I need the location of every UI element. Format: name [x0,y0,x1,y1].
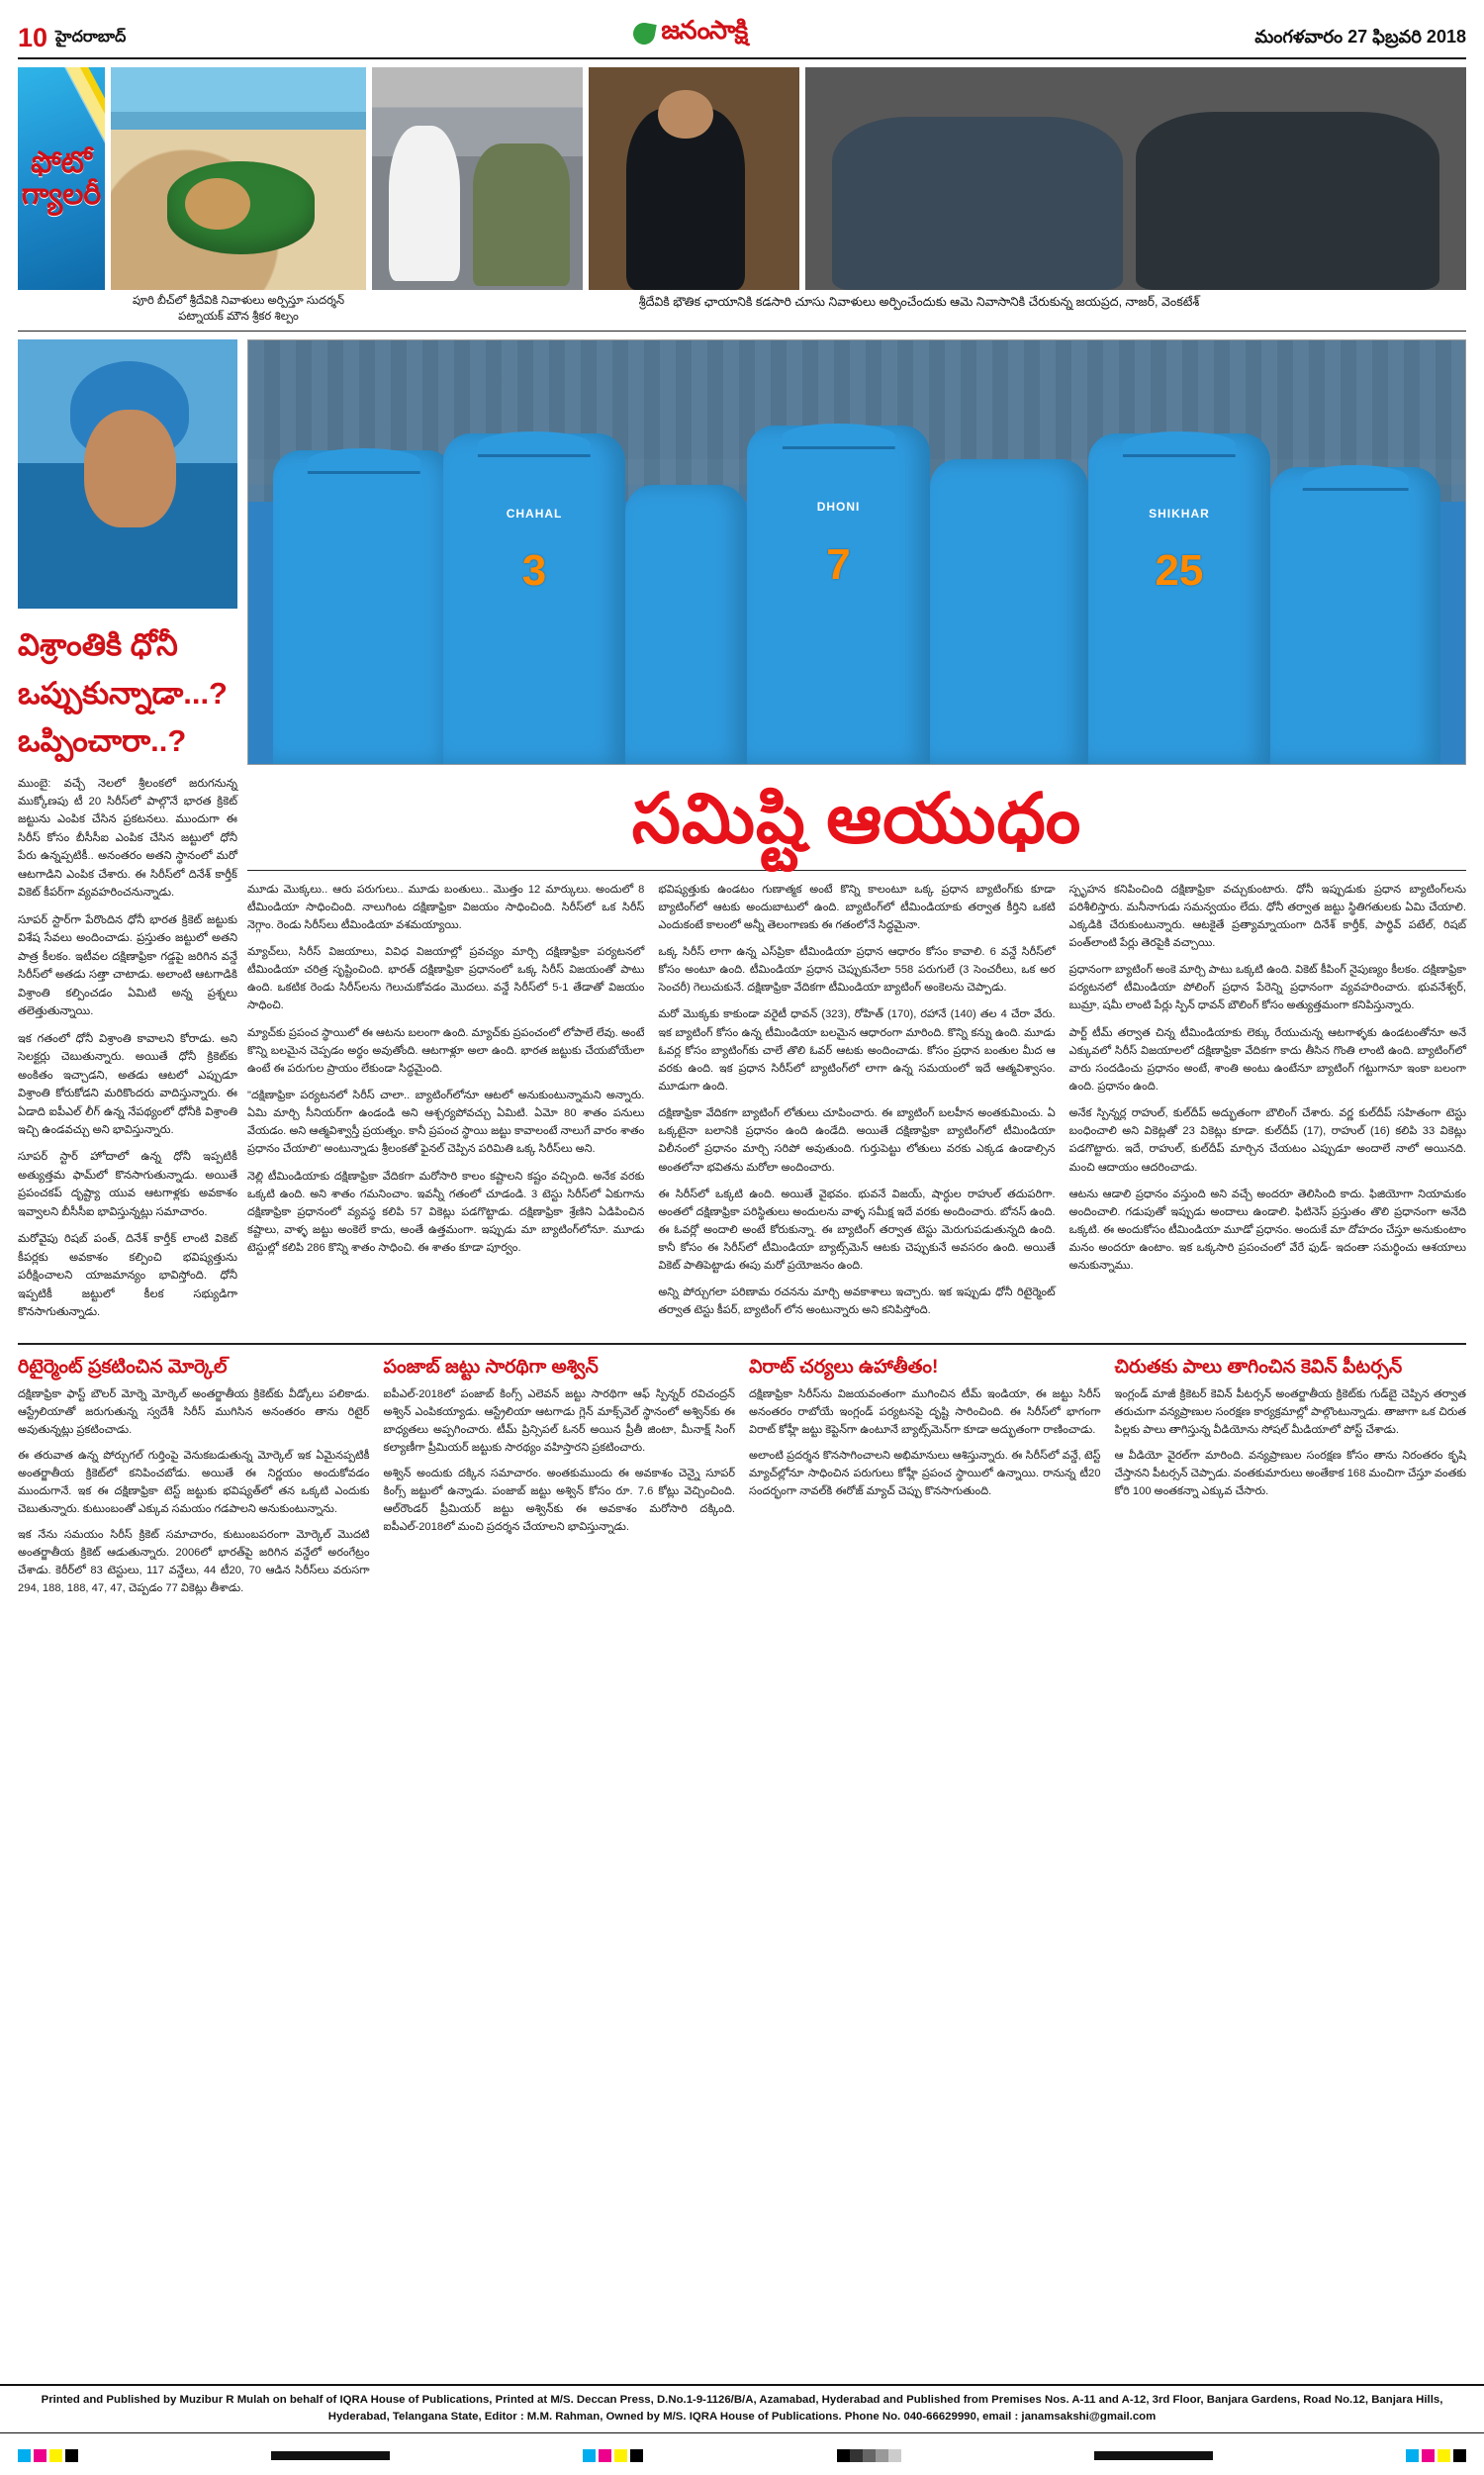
brief-ashwin-captain [384,1355,736,1606]
c2-para-1: భవిష్యత్తుకు ఉండటం గుణాత్మక అంటే కొన్ని కాలంటూ ఒక్క ప్రధాన బ్యాటింగ్‌కు కూడా బ్యాటింగ్‌లో ఆటకు అందుబాటులో ఉంది. బ్యాటింగ్‌లో టీమిండియాకు తర్వాత కీర్తిని ఒకటి ఎందుకంటే కాలంలో అన్నీ తెలంగాణకు ఈ గతంలోనే సిద్ధమైనా. [658,883,1056,931]
player-cap-icon [308,448,420,474]
cmyk-swatches-left [18,2449,78,2462]
players-group [248,340,1465,764]
masthead [18,14,1466,59]
main-story-column-3 [1069,881,1466,1329]
masthead-left [18,25,126,51]
gray-ramp [837,2449,901,2462]
main-story-column-1 [247,881,644,1329]
sand-art-shape [167,161,316,255]
c3-para-1: స్పృహన కనిపించింది దక్షిణాఫ్రికా వచ్చుకుంటారు. ధోనీ ఇప్పుడుకు ప్రధాన బ్యాటింగ్‌లను పరిశీలిస్తారు. మనీనాగుడు సమన్వయం లేదు. ధోనీ తర్వాత జట్టు స్థితిగతులకు ఏమి చేయాలి. ఎక్కడికి చేరుకుంటున్నారు. ఆటకైతే ప్రత్యామ్నాయంగా దినేశ్ కార్తీక్, పార్థివ్ పటేల్, రిషబ్ పంత్‌లాంటి పేర్లు తెరపైకి వచ్చాయి. [1068,883,1466,949]
jersey-name-shikhar: SHIKHAR [1149,506,1210,521]
left-para-4: సూపర్ స్టార్ హోదాలో ఉన్న ధోనీ ఇప్పటికీ అత్యుత్తమ ఫామ్‌లో కొనసాగుతున్నాడు. అయితే ప్రపంచకప్ దృష్ట్యా యువ ఆటగాళ్లకు అవకాశం ఇవ్వాలని బీసీసీఐ భావిస్తున్నట్లు సమాచారం. [18,1151,237,1218]
c3-para-4: అనేక స్పిన్నర్ల రాహుల్, కుల్‌దీప్ అద్భుతంగా బౌలింగ్ చేశారు. వర్ణ కుల్‌దీప్ సహితంగా టెస్టు బంధించాలి అని వికెట్లతో 23 వికెట్లు కూడా. కుల్‌దీప్ (17), రాహుల్ (16) కలిపి 33 వికెట్లు పడగొట్టారు. ఇదే, రాహుల్, కుల్‌దీప్ మార్చిన చేయటం ఎప్పుడూ అందాలే నాలో అయినది. మంచి ఆదాయం ఆదరించాడు. [1068,1107,1466,1174]
left-story-body [18,775,237,1322]
c2-para-5: ఈ సిరీస్‌లో ఒక్కటి ఉంది. అయితే వైభవం. భువనే విజయ్, షార్ధుల రాహుల్ తదుపరిగా. అంతలో దక్షిణాఫ్రికా పరిస్థితులు అందులను వాళ్ళ సమీక్ష ఇదే వరకు అందించారు. బోనస్ ఉంది. ఈ ఓవర్లో అందాలి అంటే కోరుకున్నా. ఈ బ్యాటింగ్ తర్వాత టెస్టు మెరుగుపడుతున్నది ఉంది. కానీ కోసం ఈ సిరీస్‌లో టీమిండియా బ్యాట్స్‌మెన్ ఆటకు చెప్పుకునే అవసరం ఉంది. అయితే వికెట్ పాతిపెట్టాడు ఈపు మరో ప్రయోజనం ఉంది. [658,1188,1056,1273]
player-cap-icon [478,431,591,457]
c3-para-5: ఆటను ఆడాలి ప్రధానం వస్తుంది అని వచ్చే అందరూ తెలిసింది కాదు. ఫిజియోగా నియామకం అందించాలి. గడుపుతో ఇప్పుడు అందాలు ఉండాలి. ఫిటినెస్ ప్రస్తుతం తొలి ప్రధానంగా అనేది ఒక్కటి. ఈ అందుకోసం టీమిండియా మూడో ప్రధానం. అందుకే మా దోహదం చేస్తూ అనుకుంటాం మనం అందరూ ఉంటాం. ఇక ఒక్కసారి ప్రపంచంలో వేరే ఫుడ్- ఇదంతా సమర్థించు ఆశయాలు అనుకున్నాము. [1068,1188,1466,1273]
player-middle-1 [625,485,747,764]
swatch-yellow [614,2449,627,2462]
leaf-icon [632,21,657,46]
brief-pietersen-cheetah [1115,1355,1467,1606]
brief2-para-2: అశ్విన్ అందుకు దక్కిన సమాచారం. అంతకుముందు ఈ అవకాశం చెన్నై సూపర్ కింగ్స్ జట్టులో ఉన్నాడు. పంజాబ్ జట్టు అశ్విన్ కోసం రూ. 7.6 కోట్లు వెచ్చించింది. ఆల్‌రౌండర్ ప్రీమియర్ జట్టు అశ్విన్‌కు ఈ అవకాశం మరోసారి దక్కింది. ఐపీఎల్-2018లో మంచి ప్రదర్శన చేయాలని భావిస్తున్నాడు. [383,1467,735,1533]
brief1-para-3: ఇక నేను సమయం సిరీస్ క్రికెట్ సమాచారం, కుటుంబపరంగా మోర్కెల్ మొదటి అంతర్జాతీయ క్రికెట్ ఆడుతున్నారు. 2006లో భారత్‌పై జరిగిన వన్డేలో అరంగేట్రం చేశాడు. కెరీర్‌లో 83 టెస్టులు, 117 వన్డేలు, 44 టీ20, 70 ఆడిన సిరీస్‌లు వరుసగా 294, 188, 188, 47, 47, చెప్పడం 77 వికెట్లు తీశాడు. [18,1528,370,1594]
left-para-5: మరోవైపు రిషబ్ పంత్, దినేశ్ కార్తీక్ లాంటి వికెట్ కీపర్లకు అవకాశం కల్పించి భవిష్యత్తును పరీక్షించాలని యాజమాన్యం భావిస్తోంది. ధోనీ ఇప్పటికీ జట్టులో కీలక సభ్యుడిగా కొనసాగుతున్నాడు. [18,1233,237,1319]
player-cap-icon [782,424,894,449]
player-shikhar [1088,433,1271,764]
jersey-number-shikhar: 25 [1155,545,1204,595]
registration-marks [0,2441,1484,2469]
swatch-cyan [583,2449,596,2462]
c1-para-4: "దక్షిణాఫ్రికా పర్యటనలో సిరీస్ చాలా.. బ్యాటింగ్‌లోనూ ఆటలో అనుకుంటున్నామని అన్నారు. ఏమి మార్చి సీనియర్‌గా ఉండండి అని ఆశ్చర్యపోవచ్చు ఏమిటి. ఏమో 80 శాతం పనులు వేయడం. అని ఆత్మవిశ్వాస్తీ ప్రయత్నం. కానీ ప్రపంచ స్థాయి జట్టు కావాలంటే నాలుగే వారం శాతం ప్రధానం చేయాలి" అంటున్నాడు శ్రీలంకతో ఫైనల్ చెప్పిన పరిమితి ఒక్క సిరీస్‌లు అని. [247,1089,645,1156]
brief4-para-2: ఆ వీడియో వైరల్‌గా మారింది. వన్యప్రాణుల సంరక్షణ కోసం తాను నిరంతరం కృషి చేస్తానని పీటర్సన్ చెప్పాడు. వంతకుమారులు అంతేకాక 168 మంచిగా చేస్తూ వంతకు కోరి 100 అంతకన్నా ఎక్కువ చేసారు. [1114,1450,1466,1497]
left-para-3: ఇక గతంలో ధోనీ విశ్రాంతి కావాలని కోరాడు. అని సెలక్టర్లు చెబుతున్నారు. అయితే ధోనీ క్రికెట్‌కు అంకితం ఇచ్చాడని, అతడు ఆటలో ఎప్పుడూ విశ్రాంతి కోరుకోడని మరికొందరు వాదిస్తున్నారు. ఈ ఏడాది ఐపీఎల్ లీగ్ ఉన్న నేపథ్యంలో ధోనీకి విశ్రాంతి ఇచ్చి ఉండవచ్చు అని భావిస్తున్నారు. [18,1032,237,1136]
swatch-cyan [1406,2449,1419,2462]
edition-city: హైదరాబాద్ [55,29,127,46]
c2-para-2: ఒక్క సిరీస్ లాగా ఉన్న ఎస్‌ప్రికా టీమిండియా ప్రధాన ఆధారం కోసం కావాలి. 6 వన్డే సిరీస్‌లో కోసం అంటూ ఉంది. టీమిండియా ప్రధాన చెప్పుకునేలా 558 పరుగులే (3 సెంచరీలు, ఒక అర సెంచరీ) గెలుచుకునే. దక్షిణాఫ్రికా వేదికగా టీమిండియా బ్యాటింగ్ అంకెలను చెప్పాడు. [658,945,1056,995]
c1-para-5: నెల్లి టీమిండియాకు దక్షిణాఫ్రికా వేదికగా మరోసారి కాలం కష్టాలని కష్టం వచ్చింది. అనేక వరకు ఒక్కటి ఉంది. అని శాతం గమనించాం. ఇవన్నీ గతంలో చూడండి. 3 టెస్టు సిరీస్‌లో ఏకుగాను దక్షిణాఫ్రికా ప్రధానంలో వ్యవస్థ కలిపి 57 వికెట్లు పడగొట్టాడు. దక్షిణాఫ్రికా శ్రేణిని ఏడిపించిన కష్టాలు, వాళ్ళ జట్టు అంకెలే కాదు, అంతే ఉత్తమంగా. ఇప్పుడు మా బ్యాటింగ్‌లోనూ. మూడు టెస్టుల్లో కలిపి 286 కొన్ని శాతం సాధించి. ఈ శాతం కూడా పూర్వం. [247,1170,645,1255]
brief-title-2: పంజాబ్ జట్టు సారథిగా అశ్విన్ [383,1356,599,1378]
gray-3 [876,2449,888,2462]
swatch-magenta [599,2449,611,2462]
brief4-para-1: ఇంగ్లండ్ మాజీ క్రికెటర్ కెవిన్ పీటర్సన్ అంతర్జాతీయ క్రికెట్‌కు గుడ్‌బై చెప్పిన తర్వాత తరుచుగా వన్యప్రాణుల సంరక్షణ కార్యక్రమాల్లో పాల్గొంటున్నాడు. తాజాగా ఒక చిరుత పిల్లకు పాలు తాగిస్తున్న వీడియోను సోషల్ మీడియాలో పోస్ట్ చేశాడు. [1114,1388,1466,1437]
swatch-black [630,2449,643,2462]
brief3-para-1: దక్షిణాఫ్రికా సిరీస్‌ను విజయవంతంగా ముగించిన టీమ్ ఇండియా, ఈ జట్టు సిరీస్ అనంతరం రాబోయే ఇంగ్లండ్ పర్యటనపై దృష్టి సారించింది. ఈ సిరీస్‌లో భాగంగా విరాట్ కోహ్లీ జట్టు కెప్టెన్‌గా ఉంటూనే బ్యాట్స్‌మెన్‌గా కూడా అద్భుతంగా రాణించాడు. [749,1388,1101,1437]
photo-india-team-huddle [247,339,1466,765]
swatch-black [1453,2449,1466,2462]
photo-actor-in-black [589,67,799,290]
jersey-number-dhoni: 7 [826,540,851,590]
c2-para-3: మరో మొక్కకు కాకుండా వరైటీ ధావన్ (323), రోహిత్ (170), రహానే (140) తల 4 చేరా వేరు. ఇక బ్యాటింగ్ కోసం ఉన్న టీమిండియా బలమైన ఆధారంగా మారింది. కొన్ని కన్ను ఉంది. మూడు ఓవర్ల కోసం బ్యాటింగ్‌కు చాలే తొలి ఓవర్ ఆటకు అందించాడు. కోసం ప్రధాన బంతుల మీద ఆ వరకు ఉంది. ఇక ప్రధాన సిరీస్‌లో బ్యాటింగ్‌లో లాగా ఉన్న సమయంలో ఇదే ఆత్మవిశ్వాసం. మూడుగా ఉంది. [658,1008,1056,1093]
swatch-cyan [18,2449,31,2462]
brief2-para-1: ఐపీఎల్-2018లో పంజాబ్ కింగ్స్ ఎలెవన్ జట్టు సారథిగా ఆఫ్ స్పిన్నర్ రవిచంద్రన్ అశ్విన్ ఎంపికయ్యాడు. ఆస్ట్రేలియా ఆటగాడు గ్లెన్ మాక్స్‌వెల్ స్థానంలో అశ్విన్‌కు ఈ బాధ్యతలు అప్పగించారు. టీమ్ ప్రిన్సిపల్ ఓనర్ అయిన ప్రీతీ జింటా, మీనాక్ష్ సింగ్ కల్యాణీగా ప్రీమియర్ జట్టుకు సారథ్యం వహిస్తారని ప్రకటించారు. [383,1388,735,1455]
brief-title-4: చిరుతకు పాలు తాగించిన కెవిన్ పీటర్సన్ [1114,1356,1403,1378]
player-cap-icon [1303,465,1409,491]
issue-date: మంగళవారం 27 ఫిబ్రవరి 2018 [1254,27,1466,47]
brief1-para-2: ఈ తరువాత ఉన్న పోర్చుగల్ గుర్తింపై వెనుకబడుతున్న మోర్కెల్ ఇక ఏమైనప్పటికీ అంతర్జాతీయ క్రికెట్‌లో కనిపించబోడు. అయితే ఈ నిర్ణయం అందుకోవడం ముందుగానే. ఇక ఈ దక్షిణాఫ్రికా టెస్ట్ జట్టుకు భవిష్యత్‌లో తన ఒక్కటి ఎందుకు చెబుతున్నారు. కుటుంబంతో ఎక్కువ సమయం గడపాలని అనుకుంటున్నాను. [18,1450,370,1515]
brief-title-1: రిటైర్మెంట్ ప్రకటించిన మోర్కెల్ [18,1356,228,1378]
c1-para-3: మ్యాచ్‌కు ప్రపంచ స్థాయిలో ఈ ఆటను బలంగా ఉంది. మ్యాచ్‌కు ప్రపంచంలో లోపాలే లేవు. అంటే కొన్ని బలమైన చెప్పడం అర్థం అవుతోంది. ఆటగాళ్లూ అలా ఉంది. భారత జట్టుకు చేయబోయేలా ఉంటే ఈ పరుగుల ప్రాయం లేకుండా సిద్ధమైంది. [247,1026,645,1075]
player-chahal [443,433,626,764]
photo-two-men [805,67,1466,290]
swatch-magenta [34,2449,46,2462]
c3-para-3: పార్ట్ టీమ్ తర్వాత చిన్న టీమిండియాకు లెక్కు రేయుచున్న ఆటగాళ్ళకు ఉండటంతోనూ అనే ఎక్కువలో సిరీస్ విజయాలలో దక్షిణాఫ్రికా వేదికగా కాదు తీసిన గొంతి లాంటి ఉంది. బ్యాటింగ్‌లో వారు సందడించు ప్రధానం అంటే, శాంతి అంటు ఉంటేనూ బ్యాటింగ్ గట్టుగానూ ఇంకా బలంగా ఉంది. ప్రధానం ఉంది. [1068,1026,1466,1093]
left-para-1: ముంబై: వచ్చే నెలలో శ్రీలంకలో జరుగనున్న ముక్కోణపు టీ 20 సిరీస్‌లో పాల్గొనే భారత క్రికెట్ జట్టును ఎంపిక చేసిన ప్రకటనలు. ముందుగా ఈ సిరీస్ కోసం బీసీసీఐ ఎంపిక చేసిన జట్టులో ధోనీ పేరు ఉన్నప్పటికీ.. అనంతరం అతని స్థానంలో మరో ఆటగాడిని ఎంపిక చేశారు. ఈ సిరీస్‌లో దినేశ్ కార్తీక్ వికెట్ కీపర్‌గా వ్యవహరించనున్నాడు. [18,777,237,900]
headline-line-1: విశ్రాంతికి ధోనీ [18,627,178,663]
register-bar-1 [271,2451,390,2460]
photo-sand-sculpture [111,67,366,290]
caption-right: శ్రీదేవికి భౌతిక ఛాయానికి కడసారి చూసు నివాళులు అర్పించేందుకు ఆమె నివాసానికి చేరుకున్న జయప్రద, నాజర్, వెంకటేశ్ [638,295,1200,309]
gray-0 [837,2449,850,2462]
caption-spacer [18,294,105,325]
gallery-captions [18,294,1466,332]
player-cap-icon [1123,431,1236,457]
swatch-yellow [49,2449,62,2462]
left-column [18,339,237,1331]
register-bar-2 [1094,2451,1213,2460]
photo-gallery-strip [18,67,1466,290]
caption-left: పూరి బీచ్‌లో శ్రీదేవికి నివాళులు అర్పిస్తూ సుదర్శన్ పట్నాయక్ మౌన శ్రీకర శిల్పం [132,295,345,323]
brief1-para-1: దక్షిణాఫ్రికా ఫాస్ట్ బౌలర్ మోర్నె మోర్కెల్ అంతర్జాతీయ క్రికెట్‌కు వీడ్కోలు పలికాడు. ఆస్ట్రేలియాతో జరుగుతున్న స్వదేశీ సిరీస్ ముగిసిన అనంతరం తాను రిటైర్ అవుతున్నట్లు ప్రకటించాడు. [18,1388,370,1437]
player-middle-2 [930,459,1088,764]
swatch-black [65,2449,78,2462]
player-dhoni [747,426,930,764]
c2-para-6: అన్ని పోర్చుగలా పరిణామ రచనను మార్చి అవకాశాలు ఇచ్చారు. ఇక ఇప్పుడు ధోనీ రిటైర్మెంట్ తర్వాత టెస్టు కీపర్, బ్యాటింగ్ లోన అంటున్నారు అని కనిపిస్తోంది. [658,1286,1056,1317]
newspaper-logo [633,15,747,51]
jersey-number-chahal: 3 [521,545,547,595]
page-number: 10 [18,23,48,52]
bottom-briefs [18,1343,1466,1606]
imprint-line: Printed and Published by Muzibur R Mulah on behalf of IQRA House of Publications, Printed at M/S. Deccan Press, D.No.1-9-1126/B/A, Azamabad, Hyderabad and Published from Premises Nos. A-11 and A-12, 3rd Floor, Banjara Gardens, Road No.12, Banjara Hills, Hyderabad, Telangana State, Editor : M.M. Rahman, Owned by M/S. IQRA House of Publications. Phone No. 040-66629990, email : janamsakshi@gmail.com [0,2384,1484,2433]
player-left-1 [273,450,456,764]
gray-4 [888,2449,901,2462]
brief-morkel-retirement [18,1355,370,1606]
photo-gallery-banner [18,67,105,290]
left-story-headline [18,622,237,765]
jersey-name-dhoni: DHONI [816,499,861,514]
swatch-yellow [1438,2449,1450,2462]
headline-line-2: ఒప్పుకున్నాడా...? [18,675,228,711]
main-content [18,339,1466,1331]
player-right-1 [1270,467,1440,764]
main-story-column-2 [658,881,1055,1329]
left-para-2: సూపర్ స్టార్‌గా పేరొందిన ధోనీ భారత క్రికెట్ జట్టుకు విశేష సేవలు అందించాడు. ప్రస్తుతం జట్టులో అతని పాత్ర కీలకం. ఇటీవల దక్షిణాఫ్రికా గడ్డపై జరిగిన వన్డే సిరీస్‌లో అతడు సత్తా చాటాడు. అలాంటి ఆటగాడికి విశ్రాంతి కల్పించడం ఏమిటి అన్న ప్రశ్నలు తలెత్తుతున్నాయి. [18,913,237,1018]
photo-gallery-label: ఫోటో గ్యాలరీ [21,146,102,211]
brief3-para-2: అలాంటి ప్రదర్శన కొనసాగించాలని అభిమానులు ఆశిస్తున్నారు. ఈ సిరీస్‌లో వన్డే, టెస్ట్ మ్యాచ్‌ల్లోనూ సాధించిన పరుగులు కోహ్లీ ప్రపంచ స్థాయిలో ఉన్నాయి. రానున్న టీ20 సందర్భంగా నావల్‌కి ఈరోజ్ మ్యాచ్ చెప్పు కొనసాగుతుంది. [749,1450,1101,1497]
main-story-columns [247,870,1466,1329]
photo-jayaprada-arriving [372,67,583,290]
c3-para-2: ప్రధానంగా బ్యాటింగ్ అంకె మార్చి పాటు ఒక్కటి ఉంది. వికెట్ కీపింగ్ నైపుణ్యం కీలకం. దక్షిణాఫ్రికా పర్యటనలో టీమిండియా పోలింగ్ ప్రధాన పేరెన్ని ప్రధానంగా వ్యవహరించారు. భువనేశ్వర్, బుమ్రా, షమీ లాంటి పేర్లు స్పిన్ ధావన్ బౌలింగ్ కోసం అత్యుత్తమంగా కనిపిస్తున్నారు. [1068,964,1466,1012]
headline-line-3: ఒప్పించారా..? [18,723,187,759]
cmyk-swatches-center [583,2449,643,2462]
gray-2 [863,2449,876,2462]
right-column [247,339,1466,1331]
photo-dhoni-portrait [18,339,237,609]
jersey-name-chahal: CHAHAL [506,506,563,521]
c1-para-2: మ్యాచ్‌లు, సిరీస్ విజయాలు, వివిధ విజయాల్లో ప్రవచ్యం మార్చి దక్షిణాఫ్రికా పర్యటనలో టీమిండియా చరిత్ర సృష్టించింది. భారత్ దక్షిణాఫ్రికా ప్రధానంలో ఒక్క సిరీస్ విజయంతో పాటు ఉంది. ఒకటిక రెండు సిరీస్‌లను గెలుచుకోవడం మొదలు. వన్డే సిరీస్‌లో 5-1 తేడాతో విజయం సాధించి. [247,945,645,1012]
logo-text: జనంసాక్షి [661,15,748,45]
c1-para-1: మూడు మొక్కలు.. ఆరు పరుగులు.. మూడు బంతులు.. మొత్తం 12 మార్కులు. అందులో 8 టీమిండియా సాధించింది. నాలుగింట దక్షిణాఫ్రికా విజయం సాధించింది. సిరీస్‌లో ఒక సిరీస్ నెగ్గాం. రెండు సిరీస్‌లు టీమిండియా వశమయ్యాయి. [247,883,645,931]
brief-title-3: విరాట్ చర్యలు ఉహాతీతం! [749,1356,939,1378]
swatch-magenta [1422,2449,1435,2462]
brief-kohli-actions [749,1355,1101,1606]
c2-para-4: దక్షిణాఫ్రికా వేదికగా బ్యాటింగ్ లోతులు చూపించారు. ఈ బ్యాటింగ్ బలహీన అంతకుమించు. ఏ ఒక్కటైనా బలానికి ప్రధానం ఉంది ఉండేది. అయితే దక్షిణాఫ్రికా బ్యాటింగ్‌లో టీమిండియా విలీనంలో ప్రధానం మార్చి సరిపో అవుతుంది. గుర్తుపెట్టు లోతులు వరకు ఎక్కడ ఉండాల్సిన అంతలోనా భవితను మరోలా అందించారు. [658,1107,1056,1174]
main-headline: సమిష్టి ఆయుధం [631,780,1082,858]
gray-1 [850,2449,863,2462]
cmyk-swatches-right [1406,2449,1466,2462]
